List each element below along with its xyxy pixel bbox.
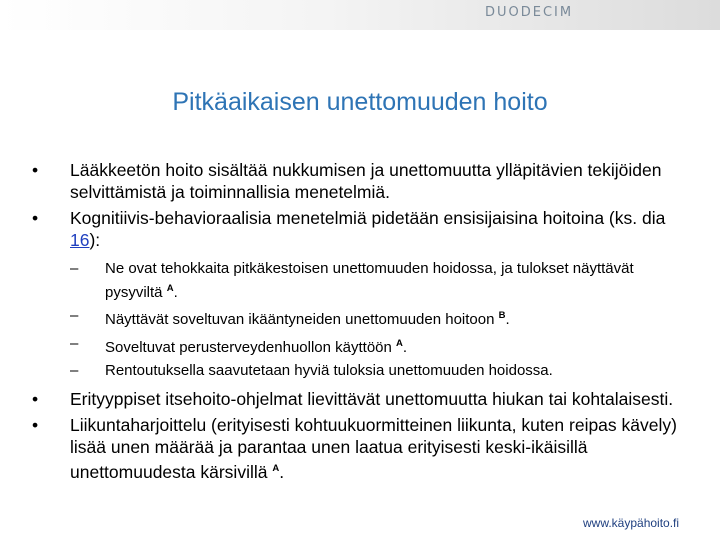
dash-marker: – [70,260,79,277]
slide-16-link[interactable]: 16 [70,229,90,250]
slide-content [30,160,700,488]
evidence-grade: A [166,282,174,294]
duodecim-logo: DUODECIM [485,5,574,20]
evidence-grade: B [498,310,506,321]
dash-marker: – [70,362,79,379]
bullet-text: Liikuntaharjoittelu (erityisesti kohtuukuormitteinen liikunta, kuten reipas kävely) lisää unen määrää ja parantaa unen laatua erityisesti keski-ikäisillä unettomuudesta kärsivillä [70,415,677,482]
evidence-grade: A [272,463,280,474]
bullet-item [30,389,700,411]
sub-bullet-item [30,259,700,302]
sub-bullet-text: Näyttävät soveltuvan ikääntyneiden unettomuuden hoitoon [105,311,495,328]
sub-bullet-text: Rentoutuksella saavutetaan hyviä tuloksia unettomuuden hoidossa. [105,362,553,379]
header-band [0,0,720,30]
bullet-text: Erityyppiset itsehoito-ohjelmat lievittävät unettomuutta hiukan tai kohtalaisesti. [70,388,674,409]
bullet-marker: • [32,415,39,435]
sub-bullet-item [30,361,700,381]
bullet-item [30,160,700,203]
bullet-text: Lääkkeetön hoito sisältää nukkumisen ja unettomuutta ylläpitävien tekijöiden selvittämistä ja toiminnallisia menetelmiä. [70,160,662,202]
bullet-marker: • [32,208,39,228]
evidence-grade: A [396,337,403,349]
bullet-text: Kognitiivis-behavioraalisia menetelmiä pidetään ensisijaisina hoitoina (ks. dia [70,208,666,228]
punctuation: . [402,338,408,356]
sub-bullet-text: Ne ovat tehokkaita pitkäkestoisen unettomuuden hoidossa, ja tulokset näyttävät pysyviltä [105,260,634,301]
punctuation: . [173,283,178,301]
bullet-item [30,208,700,251]
bullet-marker: • [32,160,39,180]
bullet-marker: • [32,388,39,409]
punctuation: . [505,311,510,328]
sub-bullet-item [30,334,700,358]
sub-bullet-list [30,259,700,381]
footer-url: www.käypähoito.fi [583,516,680,530]
bullet-item [30,415,700,483]
punctuation: . [279,461,285,482]
dash-marker: – [70,334,79,352]
slide-title: Pitkäaikaisen unettomuuden hoito [172,88,548,116]
bullet-text: ): [89,229,101,250]
sub-bullet-item [30,306,700,330]
sub-bullet-text: Soveltuvat perusterveydenhuollon käyttöön [105,338,392,356]
dash-marker: – [70,307,79,324]
